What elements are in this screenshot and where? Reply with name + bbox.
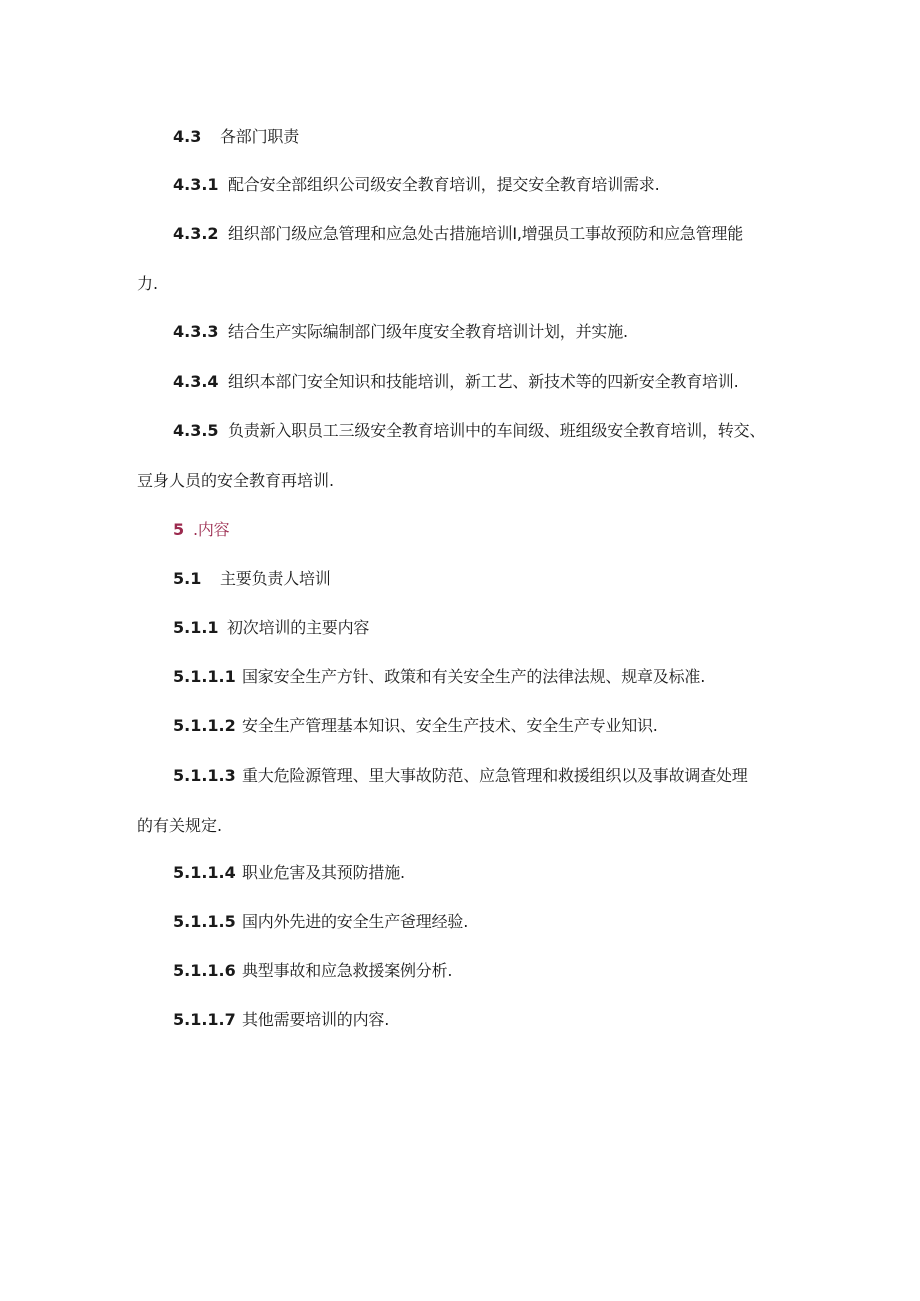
section-title: 主要负责人培训	[220, 569, 331, 588]
section-title: 各部门职责	[220, 127, 300, 146]
paragraph-continuation: 的有关规定.	[137, 816, 223, 835]
paragraph-text: 组织部门级应急管理和应急处古措施培训I,增强员工事故预防和应急管理能	[228, 224, 744, 243]
section-title: .内容	[193, 520, 230, 539]
section-number: 5.1.1.2	[173, 716, 236, 735]
section-number: 5.1.1.6	[173, 961, 236, 980]
paragraph-text: 职业危害及其预防措施.	[242, 863, 405, 882]
paragraph-continuation: 力.	[137, 274, 159, 293]
section-number: 4.3.3	[173, 322, 219, 341]
paragraph-text: 国内外先进的安全生产爸理经验.	[242, 912, 469, 931]
section-number: 4.3.4	[173, 372, 219, 391]
paragraph-text: 安全生产管理基本知识、安全生产技术、安全生产专业知识.	[242, 716, 658, 735]
paragraph-text: 结合生产实际编制部门级年度安全教育培训计划，并实施.	[228, 322, 628, 341]
section-number: 4.3.5	[173, 421, 219, 440]
section-number: 5.1.1.3	[173, 766, 236, 785]
paragraph-text: 负责新入职员工三级安全教育培训中的车间级、班组级安全教育培训，转交、	[228, 421, 766, 440]
paragraph-text: 配合安全部组织公司级安全教育培训，提交安全教育培训需求.	[228, 175, 660, 194]
section-number: 4.3	[173, 127, 202, 146]
paragraph-text: 重大危险源管理、里大事故防范、应急管理和救援组织以及事故调查处理	[242, 766, 748, 785]
paragraph-text: 国家安全生产方针、政策和有关安全生产的法律法规、规章及标准.	[242, 667, 706, 686]
section-number: 4.3.1	[173, 175, 219, 194]
section-number: 5.1.1.5	[173, 912, 236, 931]
section-number: 5.1.1	[173, 618, 219, 637]
paragraph-text: 其他需要培训的内容.	[242, 1010, 390, 1029]
section-number: 5.1.1.4	[173, 863, 236, 882]
paragraph-text: 组织本部门安全知识和技能培训，新工艺、新技术等的四新安全教育培训.	[228, 372, 739, 391]
section-number: 5.1.1.7	[173, 1010, 236, 1029]
section-title: 初次培训的主要内容	[227, 618, 370, 637]
paragraph-text: 典型事故和应急救援案例分析.	[242, 961, 453, 980]
section-number: 4.3.2	[173, 224, 219, 243]
section-number: 5.1.1.1	[173, 667, 236, 686]
section-number: 5.1	[173, 569, 202, 588]
paragraph-continuation: 豆身人员的安全教育再培训.	[137, 471, 335, 490]
section-number: 5	[173, 520, 185, 539]
